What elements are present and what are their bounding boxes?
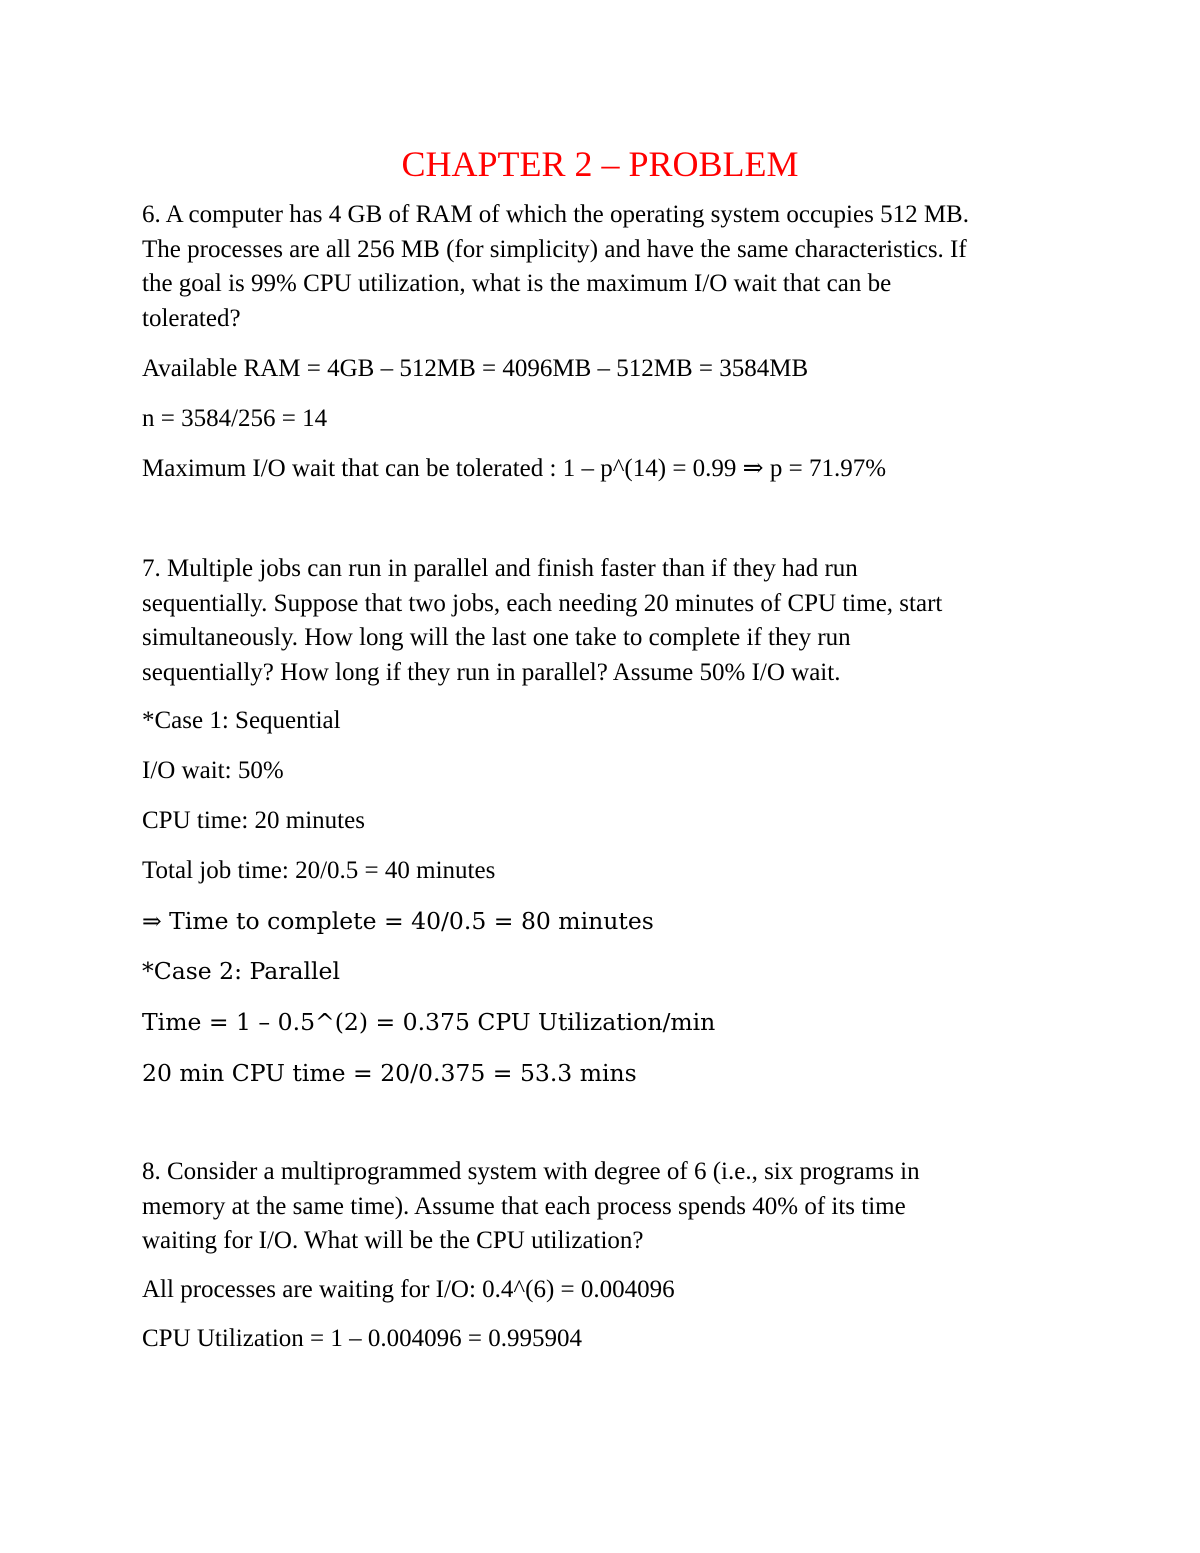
problem-7-question: [142, 552, 1062, 690]
problem-6-question: [142, 198, 1062, 336]
problem-7-total-job-time: Total job time: 20/0.5 = 40 minutes: [142, 857, 496, 884]
question-line: 7. Multiple jobs can run in parallel and finish faster than if they had run: [142, 555, 858, 582]
question-line: the goal is 99% CPU utilization, what is the maximum I/O wait that can be: [142, 270, 892, 297]
question-line: tolerated?: [142, 304, 241, 332]
question-line: waiting for I/O. What will be the CPU utilization?: [142, 1227, 644, 1254]
page-title: CHAPTER 2 – PROBLEM: [401, 144, 799, 184]
problem-7-io-wait: I/O wait: 50%: [142, 757, 284, 784]
problem-8-question: [142, 1155, 1062, 1259]
question-line: The processes are all 256 MB (for simplicity) and have the same characteristics. If: [142, 235, 967, 263]
question-line: simultaneously. How long will the last one take to complete if they run: [142, 624, 851, 651]
question-line: 8. Consider a multiprogrammed system with degree of 6 (i.e., six programs in: [142, 1158, 920, 1185]
problem-6-n: n = 3584/256 = 14: [142, 405, 328, 432]
problem-7-time-formula: Time = 1 – 0.5^(2) = 0.375 CPU Utilization/min: [142, 1008, 716, 1036]
problem-6-available-ram: Available RAM = 4GB – 512MB = 4096MB – 512MB = 3584MB: [142, 355, 809, 382]
problem-6-max-io-wait: Maximum I/O wait that can be tolerated : 1 – p^(14) = 0.99 ⇒ p = 71.97%: [142, 455, 887, 482]
problem-7-cpu-time: CPU time: 20 minutes: [142, 807, 365, 834]
problem-7-time-to-complete: ⇒ Time to complete = 40/0.5 = 80 minutes: [142, 907, 654, 935]
question-line: 6. A computer has 4 GB of RAM of which the operating system occupies 512 MB.: [142, 201, 969, 228]
problem-7-case-2: *Case 2: Parallel: [142, 957, 340, 985]
problem-8-io-wait: All processes are waiting for I/O: 0.4^(6) = 0.004096: [142, 1276, 675, 1303]
question-line: sequentially. Suppose that two jobs, each needing 20 minutes of CPU time, start: [142, 589, 943, 617]
problem-8-cpu-utilization: CPU Utilization = 1 – 0.004096 = 0.995904: [142, 1325, 583, 1352]
question-line: memory at the same time). Assume that each process spends 40% of its time: [142, 1192, 906, 1220]
problem-7-cpu-time-result: 20 min CPU time = 20/0.375 = 53.3 mins: [142, 1059, 637, 1087]
problem-7-case-1: *Case 1: Sequential: [142, 707, 341, 734]
question-line: sequentially? How long if they run in parallel? Assume 50% I/O wait.: [142, 658, 841, 686]
